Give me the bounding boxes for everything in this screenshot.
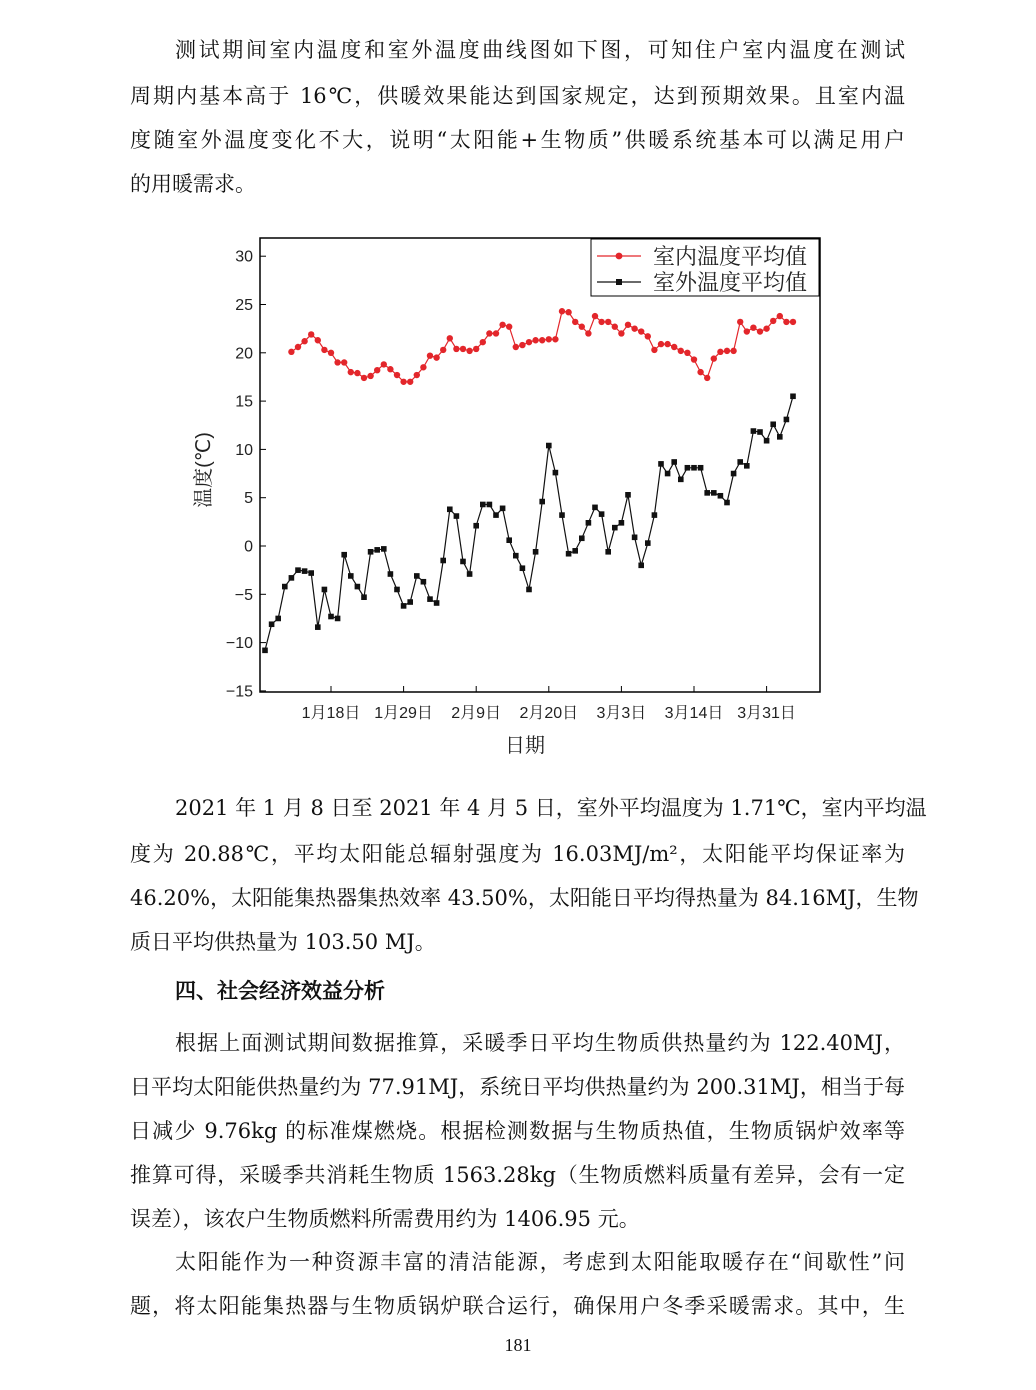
indoor-data-point bbox=[546, 336, 552, 342]
indoor-data-point bbox=[777, 313, 783, 319]
indoor-data-point bbox=[301, 338, 307, 344]
indoor-data-point bbox=[631, 325, 637, 331]
outdoor-data-point bbox=[612, 525, 618, 531]
indoor-data-point bbox=[473, 346, 479, 352]
indoor-data-point bbox=[678, 348, 684, 354]
outdoor-data-point bbox=[645, 540, 651, 546]
indoor-data-point bbox=[308, 331, 314, 337]
indoor-data-point bbox=[565, 309, 571, 315]
outdoor-data-point bbox=[777, 434, 783, 440]
indoor-data-point bbox=[724, 348, 730, 354]
x-tick-label: 1月29日 bbox=[374, 705, 433, 722]
paragraph-line: 2021 年 1 月 8 日至 2021 年 4 月 5 日，室外平均温度为 1.71℃，室内平均温 bbox=[175, 796, 927, 820]
paragraph-line: 误差），该农户生物质燃料所需费用约为 1406.95 元。 bbox=[130, 1207, 640, 1231]
indoor-data-point bbox=[480, 339, 486, 345]
outdoor-data-point bbox=[493, 512, 499, 518]
indoor-data-point bbox=[532, 337, 538, 343]
outdoor-data-point bbox=[341, 552, 347, 558]
indoor-data-point bbox=[374, 367, 380, 373]
x-axis-label: 日期 bbox=[505, 735, 545, 757]
outdoor-data-point bbox=[533, 549, 539, 555]
outdoor-data-point bbox=[374, 547, 380, 553]
outdoor-data-point bbox=[473, 523, 479, 529]
outdoor-data-point bbox=[652, 512, 658, 518]
indoor-data-point bbox=[420, 364, 426, 370]
outdoor-data-point bbox=[467, 571, 473, 577]
outdoor-data-point bbox=[506, 537, 512, 543]
outdoor-data-point bbox=[355, 584, 361, 590]
indoor-data-point bbox=[321, 347, 327, 353]
outdoor-data-point bbox=[454, 513, 460, 519]
outdoor-data-point bbox=[658, 461, 664, 467]
outdoor-data-point bbox=[394, 587, 400, 593]
indoor-data-point bbox=[704, 375, 710, 381]
outdoor-data-point bbox=[572, 548, 578, 554]
outdoor-data-point bbox=[619, 520, 625, 526]
indoor-data-point bbox=[348, 369, 354, 375]
indoor-data-point bbox=[526, 339, 532, 345]
indoor-data-point bbox=[612, 324, 618, 330]
indoor-data-point bbox=[711, 355, 717, 361]
indoor-temperature-line bbox=[291, 311, 793, 382]
x-tick-label: 3月3日 bbox=[596, 705, 647, 722]
indoor-data-point bbox=[427, 352, 433, 358]
paragraph-line: 推算可得，采暖季共消耗生物质 1563.28kg（生物质燃料质量有差异，会有一定 bbox=[130, 1163, 905, 1187]
section-heading: 四、社会经济效益分析 bbox=[175, 979, 385, 1003]
outdoor-data-point bbox=[262, 648, 268, 654]
x-tick-label: 2月9日 bbox=[451, 705, 502, 722]
paragraph-line: 测试期间室内温度和室外温度曲线图如下图，可知住户室内温度在测试 bbox=[175, 38, 905, 62]
outdoor-data-point bbox=[737, 459, 743, 465]
outdoor-temperature-line bbox=[265, 396, 793, 650]
y-tick-label: 30 bbox=[235, 248, 253, 266]
x-tick-label: 1月18日 bbox=[301, 705, 361, 722]
paragraph-line: 质日平均供热量为 103.50 MJ。 bbox=[130, 930, 436, 954]
outdoor-data-point bbox=[744, 463, 750, 469]
indoor-data-point bbox=[539, 337, 545, 343]
outdoor-data-point bbox=[368, 549, 374, 555]
indoor-data-point bbox=[400, 379, 406, 385]
outdoor-data-point bbox=[599, 511, 605, 517]
legend-outdoor-marker bbox=[616, 279, 622, 285]
outdoor-data-point bbox=[361, 594, 367, 600]
paragraph-line: 的用暖需求。 bbox=[130, 172, 256, 196]
indoor-data-point bbox=[394, 372, 400, 378]
y-tick-label: −15 bbox=[225, 683, 253, 701]
outdoor-data-point bbox=[302, 568, 308, 574]
indoor-data-point bbox=[414, 372, 420, 378]
indoor-data-point bbox=[737, 319, 743, 325]
outdoor-data-point bbox=[757, 429, 763, 435]
indoor-data-point bbox=[579, 324, 585, 330]
page-number: 181 bbox=[504, 1335, 532, 1355]
outdoor-data-point bbox=[685, 465, 691, 471]
outdoor-data-point bbox=[421, 579, 427, 585]
outdoor-data-point bbox=[348, 573, 354, 579]
paragraph-line: 太阳能作为一种资源丰富的清洁能源，考虑到太阳能取暖存在“间歇性”问 bbox=[175, 1250, 905, 1274]
outdoor-data-point bbox=[513, 553, 519, 559]
outdoor-data-point bbox=[559, 512, 565, 518]
indoor-data-point bbox=[466, 348, 472, 354]
outdoor-data-point bbox=[500, 506, 506, 512]
indoor-data-point bbox=[730, 348, 736, 354]
indoor-data-point bbox=[744, 328, 750, 334]
paragraph-line: 度为 20.88℃，平均太阳能总辐射强度为 16.03MJ/m²，太阳能平均保证率为 bbox=[130, 842, 905, 866]
outdoor-data-point bbox=[289, 575, 295, 581]
legend bbox=[591, 239, 819, 296]
outdoor-data-point bbox=[784, 417, 790, 423]
outdoor-data-point bbox=[295, 567, 301, 573]
indoor-data-point bbox=[585, 330, 591, 336]
indoor-data-point bbox=[440, 347, 446, 353]
outdoor-data-point bbox=[711, 490, 717, 496]
indoor-data-point bbox=[334, 359, 340, 365]
outdoor-data-point bbox=[704, 490, 710, 496]
outdoor-data-point bbox=[770, 421, 776, 427]
indoor-data-point bbox=[552, 336, 558, 342]
outdoor-data-point bbox=[335, 616, 341, 622]
indoor-data-point bbox=[625, 322, 631, 328]
indoor-data-point bbox=[592, 313, 598, 319]
indoor-data-point bbox=[697, 369, 703, 375]
outdoor-data-point bbox=[401, 603, 407, 609]
outdoor-data-point bbox=[328, 614, 334, 620]
outdoor-data-point bbox=[526, 587, 532, 593]
indoor-data-point bbox=[763, 325, 769, 331]
outdoor-data-point bbox=[605, 549, 611, 555]
outdoor-data-point bbox=[665, 471, 671, 477]
outdoor-data-point bbox=[414, 573, 420, 579]
outdoor-data-point bbox=[724, 500, 730, 506]
y-tick-label: −10 bbox=[225, 635, 253, 653]
outdoor-data-point bbox=[381, 546, 387, 552]
y-tick-label: 20 bbox=[235, 345, 253, 363]
temperature-line-chart bbox=[180, 228, 840, 768]
indoor-data-point bbox=[605, 319, 611, 325]
outdoor-data-point bbox=[751, 428, 757, 434]
indoor-data-point bbox=[790, 319, 796, 325]
indoor-data-point bbox=[361, 375, 367, 381]
outdoor-data-point bbox=[671, 459, 677, 465]
outdoor-data-point bbox=[546, 443, 552, 449]
outdoor-data-point bbox=[625, 492, 631, 498]
indoor-data-point bbox=[618, 330, 624, 336]
y-tick-label: 0 bbox=[244, 538, 253, 556]
outdoor-data-point bbox=[308, 570, 314, 576]
outdoor-data-point bbox=[315, 624, 321, 630]
paragraph-line: 度随室外温度变化不大，说明“太阳能+生物质”供暖系统基本可以满足用户 bbox=[130, 128, 905, 152]
indoor-data-point bbox=[645, 333, 651, 339]
indoor-data-point bbox=[691, 356, 697, 362]
outdoor-data-point bbox=[764, 438, 770, 444]
outdoor-data-point bbox=[520, 565, 526, 571]
indoor-data-point bbox=[493, 330, 499, 336]
outdoor-data-point bbox=[388, 571, 394, 577]
legend-indoor-label: 室内温度平均值 bbox=[653, 244, 808, 269]
indoor-data-point bbox=[757, 328, 763, 334]
indoor-data-point bbox=[381, 361, 387, 367]
indoor-data-point bbox=[288, 349, 294, 355]
indoor-data-point bbox=[486, 330, 492, 336]
y-tick-label: 5 bbox=[244, 490, 253, 508]
series-markers bbox=[262, 308, 796, 653]
legend-indoor-marker bbox=[616, 253, 623, 260]
indoor-data-point bbox=[638, 328, 644, 334]
y-axis-label: 温度(℃) bbox=[193, 432, 215, 508]
outdoor-data-point bbox=[407, 599, 413, 605]
indoor-data-point bbox=[783, 319, 789, 325]
outdoor-data-point bbox=[322, 587, 328, 593]
y-tick-label: 25 bbox=[235, 297, 253, 314]
indoor-data-point bbox=[671, 344, 677, 350]
indoor-data-point bbox=[447, 335, 453, 341]
indoor-data-point bbox=[295, 344, 301, 350]
indoor-data-point bbox=[499, 322, 505, 328]
indoor-data-point bbox=[453, 346, 459, 352]
outdoor-data-point bbox=[553, 470, 559, 476]
outdoor-data-point bbox=[447, 506, 453, 512]
indoor-data-point bbox=[519, 342, 525, 348]
outdoor-data-point bbox=[480, 502, 486, 508]
outdoor-data-point bbox=[678, 477, 684, 483]
outdoor-data-point bbox=[638, 563, 644, 569]
outdoor-data-point bbox=[269, 621, 275, 627]
indoor-data-point bbox=[750, 324, 756, 330]
outdoor-data-point bbox=[632, 535, 638, 541]
indoor-data-point bbox=[354, 370, 360, 376]
indoor-data-point bbox=[341, 359, 347, 365]
indoor-data-point bbox=[433, 354, 439, 360]
outdoor-data-point bbox=[275, 616, 281, 622]
x-tick-label: 3月31日 bbox=[737, 705, 796, 722]
outdoor-data-point bbox=[691, 465, 697, 471]
indoor-data-point bbox=[658, 341, 664, 347]
indoor-data-point bbox=[513, 344, 519, 350]
paragraph-line: 日减少 9.76kg 的标准煤燃烧。根据检测数据与生物质热值，生物质锅炉效率等 bbox=[130, 1119, 905, 1143]
indoor-data-point bbox=[387, 366, 393, 372]
outdoor-data-point bbox=[282, 584, 288, 590]
indoor-data-point bbox=[367, 373, 373, 379]
outdoor-data-point bbox=[460, 559, 466, 565]
indoor-data-point bbox=[684, 350, 690, 356]
outdoor-data-point bbox=[579, 535, 585, 541]
paragraph-line: 46.20%，太阳能集热器集热效率 43.50%，太阳能日平均得热量为 84.16MJ，生物 bbox=[130, 886, 919, 910]
outdoor-data-point bbox=[731, 471, 737, 477]
y-tick-label: 10 bbox=[235, 441, 253, 459]
x-tick-label: 3月14日 bbox=[664, 705, 724, 722]
paragraph-line: 题，将太阳能集热器与生物质锅炉联合运行，确保用户冬季采暖需求。其中，生 bbox=[130, 1294, 905, 1318]
outdoor-data-point bbox=[434, 600, 440, 606]
indoor-data-point bbox=[664, 341, 670, 347]
outdoor-data-point bbox=[487, 502, 493, 508]
outdoor-data-point bbox=[790, 393, 796, 399]
outdoor-data-point bbox=[566, 551, 572, 557]
y-tick-label: −5 bbox=[234, 586, 253, 604]
indoor-data-point bbox=[460, 346, 466, 352]
indoor-data-point bbox=[717, 349, 723, 355]
outdoor-data-point bbox=[440, 558, 446, 564]
outdoor-data-point bbox=[539, 499, 545, 505]
indoor-data-point bbox=[598, 319, 604, 325]
x-tick-label: 2月20日 bbox=[519, 705, 579, 722]
indoor-data-point bbox=[407, 379, 413, 385]
indoor-data-point bbox=[328, 350, 334, 356]
outdoor-data-point bbox=[586, 520, 592, 526]
indoor-data-point bbox=[506, 324, 512, 330]
paragraph-line: 周期内基本高于 16℃，供暖效果能达到国家规定，达到预期效果。且室内温 bbox=[130, 84, 905, 108]
indoor-data-point bbox=[572, 319, 578, 325]
temperature-chart-figure bbox=[180, 228, 840, 768]
y-tick-label: 15 bbox=[235, 393, 253, 411]
indoor-data-point bbox=[770, 318, 776, 324]
plot-frame bbox=[260, 238, 820, 692]
outdoor-data-point bbox=[427, 596, 433, 602]
indoor-data-point bbox=[559, 308, 565, 314]
paragraph-line: 日平均太阳能供热量约为 77.91MJ，系统日平均供热量约为 200.31MJ，相当于每 bbox=[130, 1075, 905, 1099]
paragraph-line: 根据上面测试期间数据推算，采暖季日平均生物质供热量约为 122.40MJ， bbox=[175, 1031, 905, 1055]
outdoor-data-point bbox=[592, 505, 598, 511]
outdoor-data-point bbox=[698, 465, 704, 471]
indoor-data-point bbox=[315, 337, 321, 343]
indoor-data-point bbox=[651, 347, 657, 353]
legend-outdoor-label: 室外温度平均值 bbox=[653, 270, 808, 295]
outdoor-data-point bbox=[718, 493, 724, 499]
